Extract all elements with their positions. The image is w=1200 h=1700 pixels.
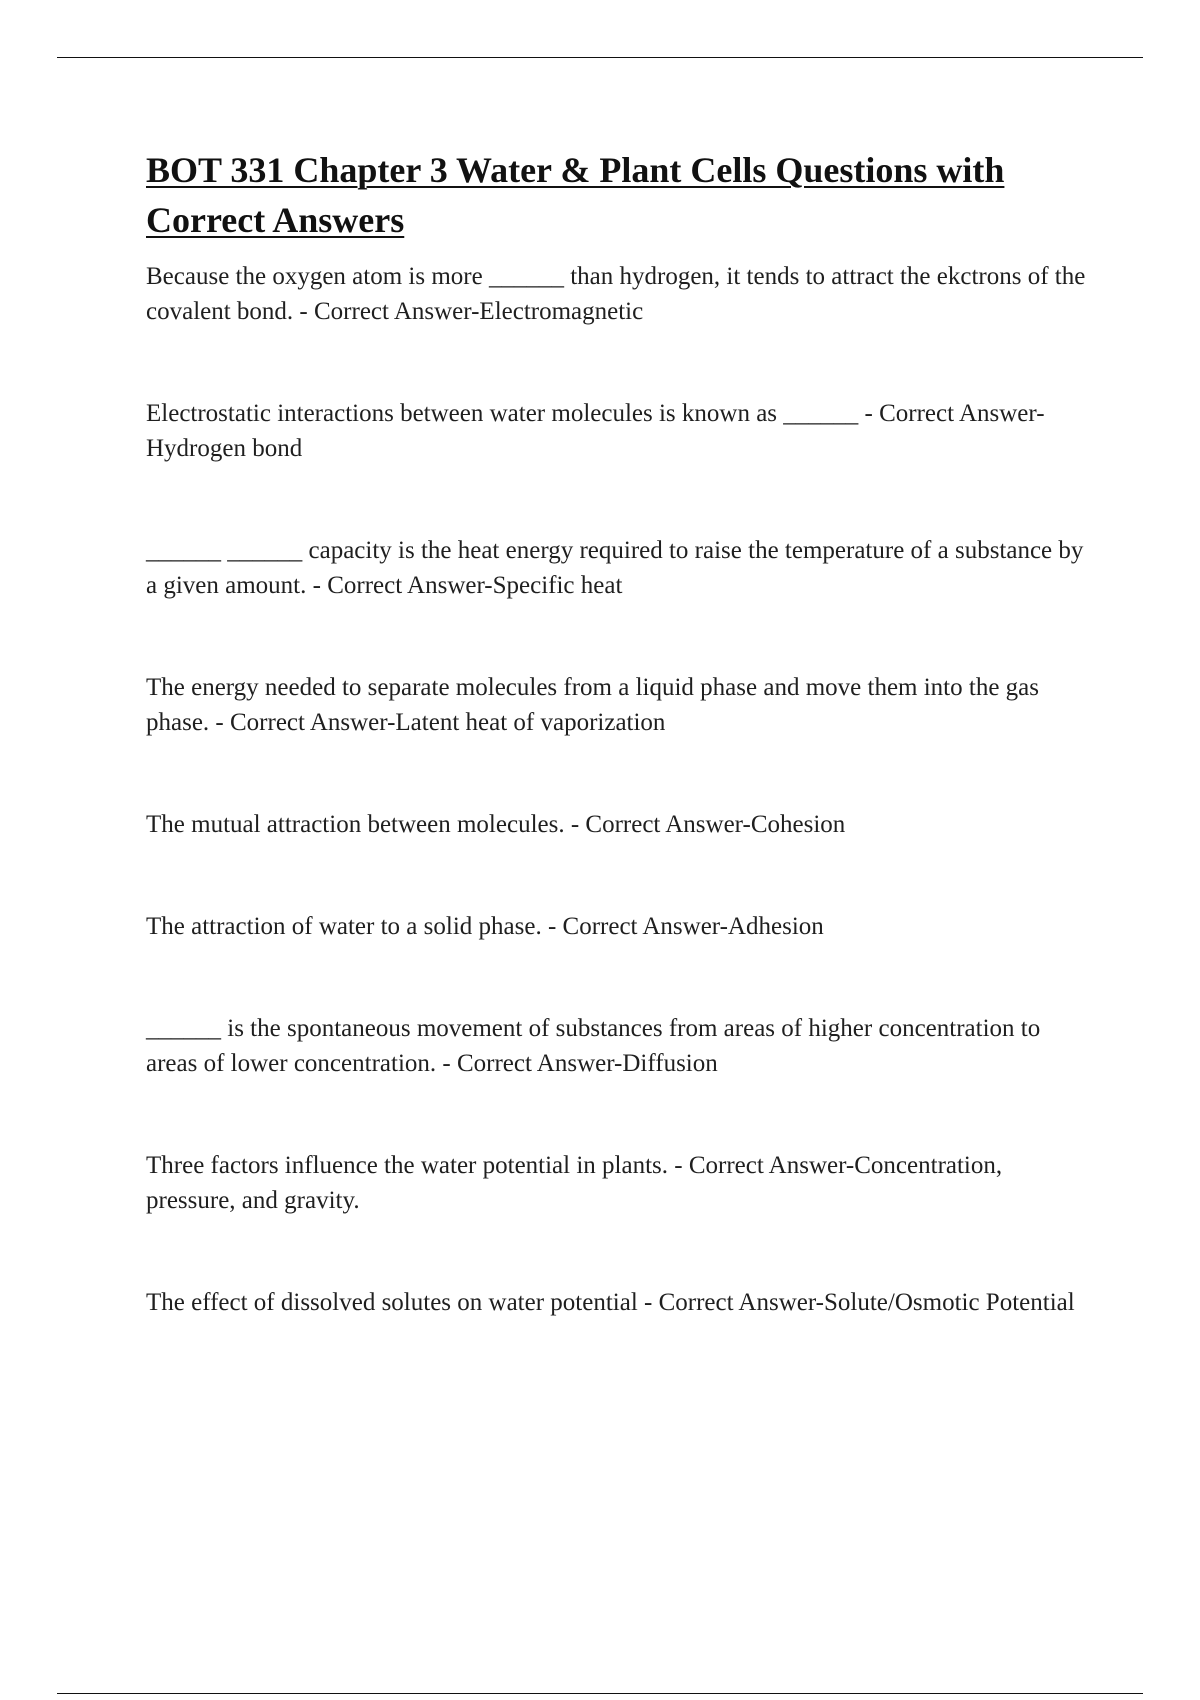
qa-item: The attraction of water to a solid phase. - Correct Answer-Adhesion	[146, 913, 824, 940]
qa-item: The mutual attraction between molecules. - Correct Answer-Cohesion	[146, 811, 846, 838]
qa-item: Because the oxygen atom is more ______ than hydrogen, it tends to attract the ekctrons of the covalent bond. - Correct Answer-Electromagnetic	[146, 263, 1086, 325]
qa-item: Electrostatic interactions between water molecules is known as ______ - Correct Answer-Hydrogen bond	[146, 400, 1045, 462]
qa-item: ______ is the spontaneous movement of substances from areas of higher concentration to areas of lower concentration. - Correct Answer-Diffusion	[146, 1015, 1041, 1077]
qa-item: The effect of dissolved solutes on water potential - Correct Answer-Solute/Osmotic Potential	[146, 1289, 1075, 1316]
qa-item: ______ ______ capacity is the heat energy required to raise the temperature of a substance by a given amount. - Correct Answer-Specific heat	[146, 537, 1084, 599]
qa-item: The energy needed to separate molecules from a liquid phase and move them into the gas phase. - Correct Answer-Latent heat of vaporization	[146, 674, 1039, 736]
document-title: BOT 331 Chapter 3 Water & Plant Cells Questions with Correct Answers	[146, 150, 1005, 240]
document-body	[146, 145, 1086, 1387]
bottom-divider	[57, 1693, 1143, 1694]
qa-list	[146, 259, 1086, 1320]
qa-item: Three factors influence the water potential in plants. - Correct Answer-Concentration, pressure, and gravity.	[146, 1152, 1003, 1214]
top-divider	[57, 57, 1143, 58]
